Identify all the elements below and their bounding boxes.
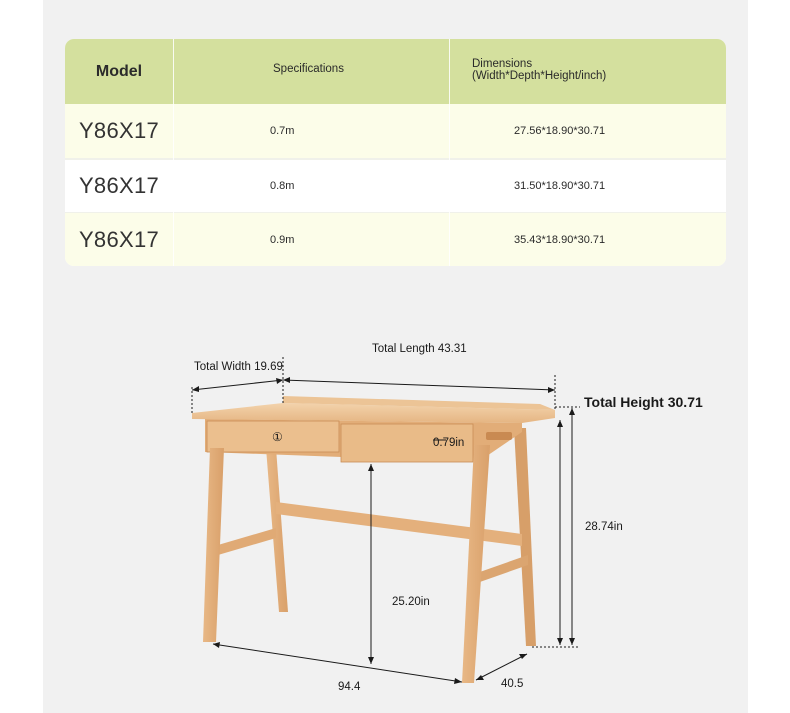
dimensions-cell: 31.50*18.90*30.71 [514, 180, 606, 192]
front-right-leg [462, 445, 490, 683]
arrowhead [368, 464, 374, 471]
total-length-label: Total Length 43.31 [372, 343, 467, 355]
bottom-depth-label: 40.5 [501, 678, 524, 690]
arrowhead [557, 638, 563, 645]
model-cell: Y86X17 [78, 173, 160, 198]
model-cell: Y86X17 [78, 226, 160, 252]
drawer-handle [486, 432, 512, 440]
arrowhead [519, 654, 527, 659]
total-height-label: Total Height 30.71 [584, 394, 703, 410]
width-line [192, 380, 283, 390]
right-side-stretcher [477, 555, 528, 583]
leg-height-label: 28.74in [585, 521, 623, 533]
header-specifications: Specifications [273, 62, 344, 75]
dimensions-cell: 27.56*18.90*30.71 [514, 125, 606, 137]
dimensions-cell: 35.43*18.90*30.71 [514, 233, 606, 246]
total-width-label: Total Width 19.69 [194, 361, 283, 373]
arrowhead [276, 378, 283, 384]
arrowhead [569, 638, 575, 645]
spec-cell: 0.9m [270, 233, 295, 246]
arrowhead [476, 675, 484, 680]
bottom-length-line [213, 644, 462, 682]
header-model: Model [95, 62, 143, 80]
arrowhead [557, 420, 563, 427]
model-cell: Y86X17 [78, 118, 160, 143]
header-dimensions-title: Dimensions [472, 57, 533, 70]
length-line [283, 380, 555, 390]
spec-cell: 0.7m [270, 125, 295, 137]
arrowhead [283, 377, 290, 383]
knee-clearance-label: 25.20in [392, 596, 430, 608]
arrowhead [368, 657, 374, 664]
bottom-length-label: 94.4 [338, 681, 361, 693]
arrowhead [548, 387, 555, 393]
spec-cell: 0.8m [270, 180, 295, 192]
header-dimensions-unit: (Width*Depth*Height/inch) [472, 69, 607, 82]
arrowhead [454, 678, 462, 684]
left-side-stretcher [218, 528, 276, 555]
arrowhead [569, 408, 575, 415]
bottom-depth-line [476, 654, 527, 680]
drawer-gap-label: 0.79in [433, 437, 465, 449]
arrowhead [192, 386, 199, 392]
arrowhead [213, 642, 220, 648]
drawer-marker: ① [272, 430, 283, 444]
